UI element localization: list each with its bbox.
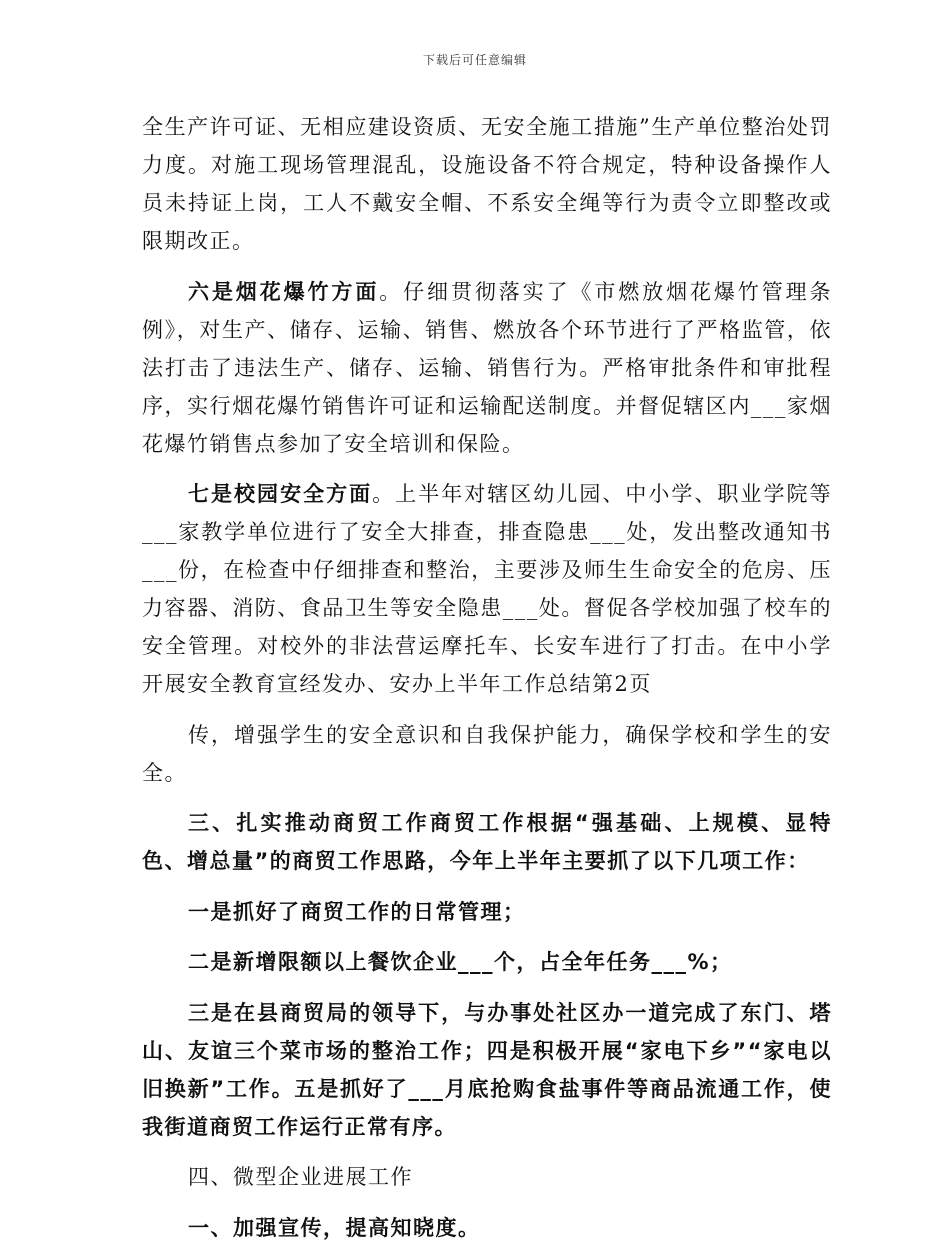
paragraph-text: 。上半年对辖区幼儿园、中小学、职业学院等___家教学单位进行了安全大排查，排查隐患___处，发出整改通知书___份，在检查中仔细排查和整治，主要涉及师生生命安全的危房、压力容器、消防、食品卫生等安全隐患___处。督促各学校加强了校车的安全管理。对校外的非法营运摩托车、长安车进行了打击。在中小学开展安全教育宣经发办、安办上半年工作总结第2页	[142, 482, 833, 696]
paragraph-micro-enterprise-heading	[142, 1158, 832, 1196]
paragraph-construction	[142, 108, 832, 260]
paragraph-campus-safety	[142, 475, 832, 703]
paragraph-text: 二是新增限额以上餐饮企业___个，占全年任务___%；	[188, 950, 733, 974]
paragraph-publicity-heading	[142, 1209, 832, 1247]
paragraph-commerce-item-1	[142, 893, 832, 931]
paragraph-text: 全生产许可证、无相应建设资质、无安全施工措施”生产单位整治处罚力度。对施工现场管理混乱，设施设备不符合规定，特种设备操作人员未持证上岗，工人不戴安全帽、不系安全绳等行为责令立即整改或限期改正。	[142, 115, 832, 253]
page-header: 下载后可任意编辑	[422, 53, 527, 67]
paragraph-commerce	[142, 804, 832, 880]
paragraph-text: 一、加强宣传，提高知晓度。	[188, 1215, 481, 1240]
paragraph-text: 传，增强学生的安全意识和自我保护能力，确保学校和学生的安全。	[142, 722, 832, 785]
paragraph-campus-continued	[142, 716, 832, 792]
paragraph-fireworks	[142, 273, 832, 463]
paragraph-text: 四、微型企业进展工作	[188, 1165, 413, 1189]
paragraph-lead: 六是烟花爆竹方面	[188, 279, 380, 304]
paragraph-commerce-item-2	[142, 943, 832, 981]
paragraph-lead: 七是校园安全方面	[188, 482, 373, 506]
paragraph-text: 三是在县商贸局的领导下，与办事处社区办一道完成了东门、塔山、友谊三个菜市场的整治工作；四是积极开展“家电下乡”“家电以旧换新”工作。五是抓好了___月底抢购食盐事件等商品流通工作，使我街道商贸工作运行正常有序。	[142, 1000, 832, 1139]
paragraph-text: 。仔细贯彻落实了《市燃放烟花爆竹管理条例》，对生产、储存、运输、销售、燃放各个环节进行了严格监管，依法打击了违法生产、储存、运输、销售行为。严格审批条件和审批程序，实行烟花爆竹销售许可证和运输配送制度。并督促辖区内___家烟花爆竹销售点参加了安全培训和保险。	[142, 279, 833, 456]
document-body	[142, 108, 832, 1259]
paragraph-commerce-item-3	[142, 994, 832, 1146]
paragraph-text: 三、扎实推动商贸工作商贸工作根据“强基础、上规模、显特色、增总量”的商贸工作思路，今年上半年主要抓了以下几项工作：	[142, 811, 832, 873]
paragraph-text: 一是抓好了商贸工作的日常管理；	[188, 899, 526, 924]
